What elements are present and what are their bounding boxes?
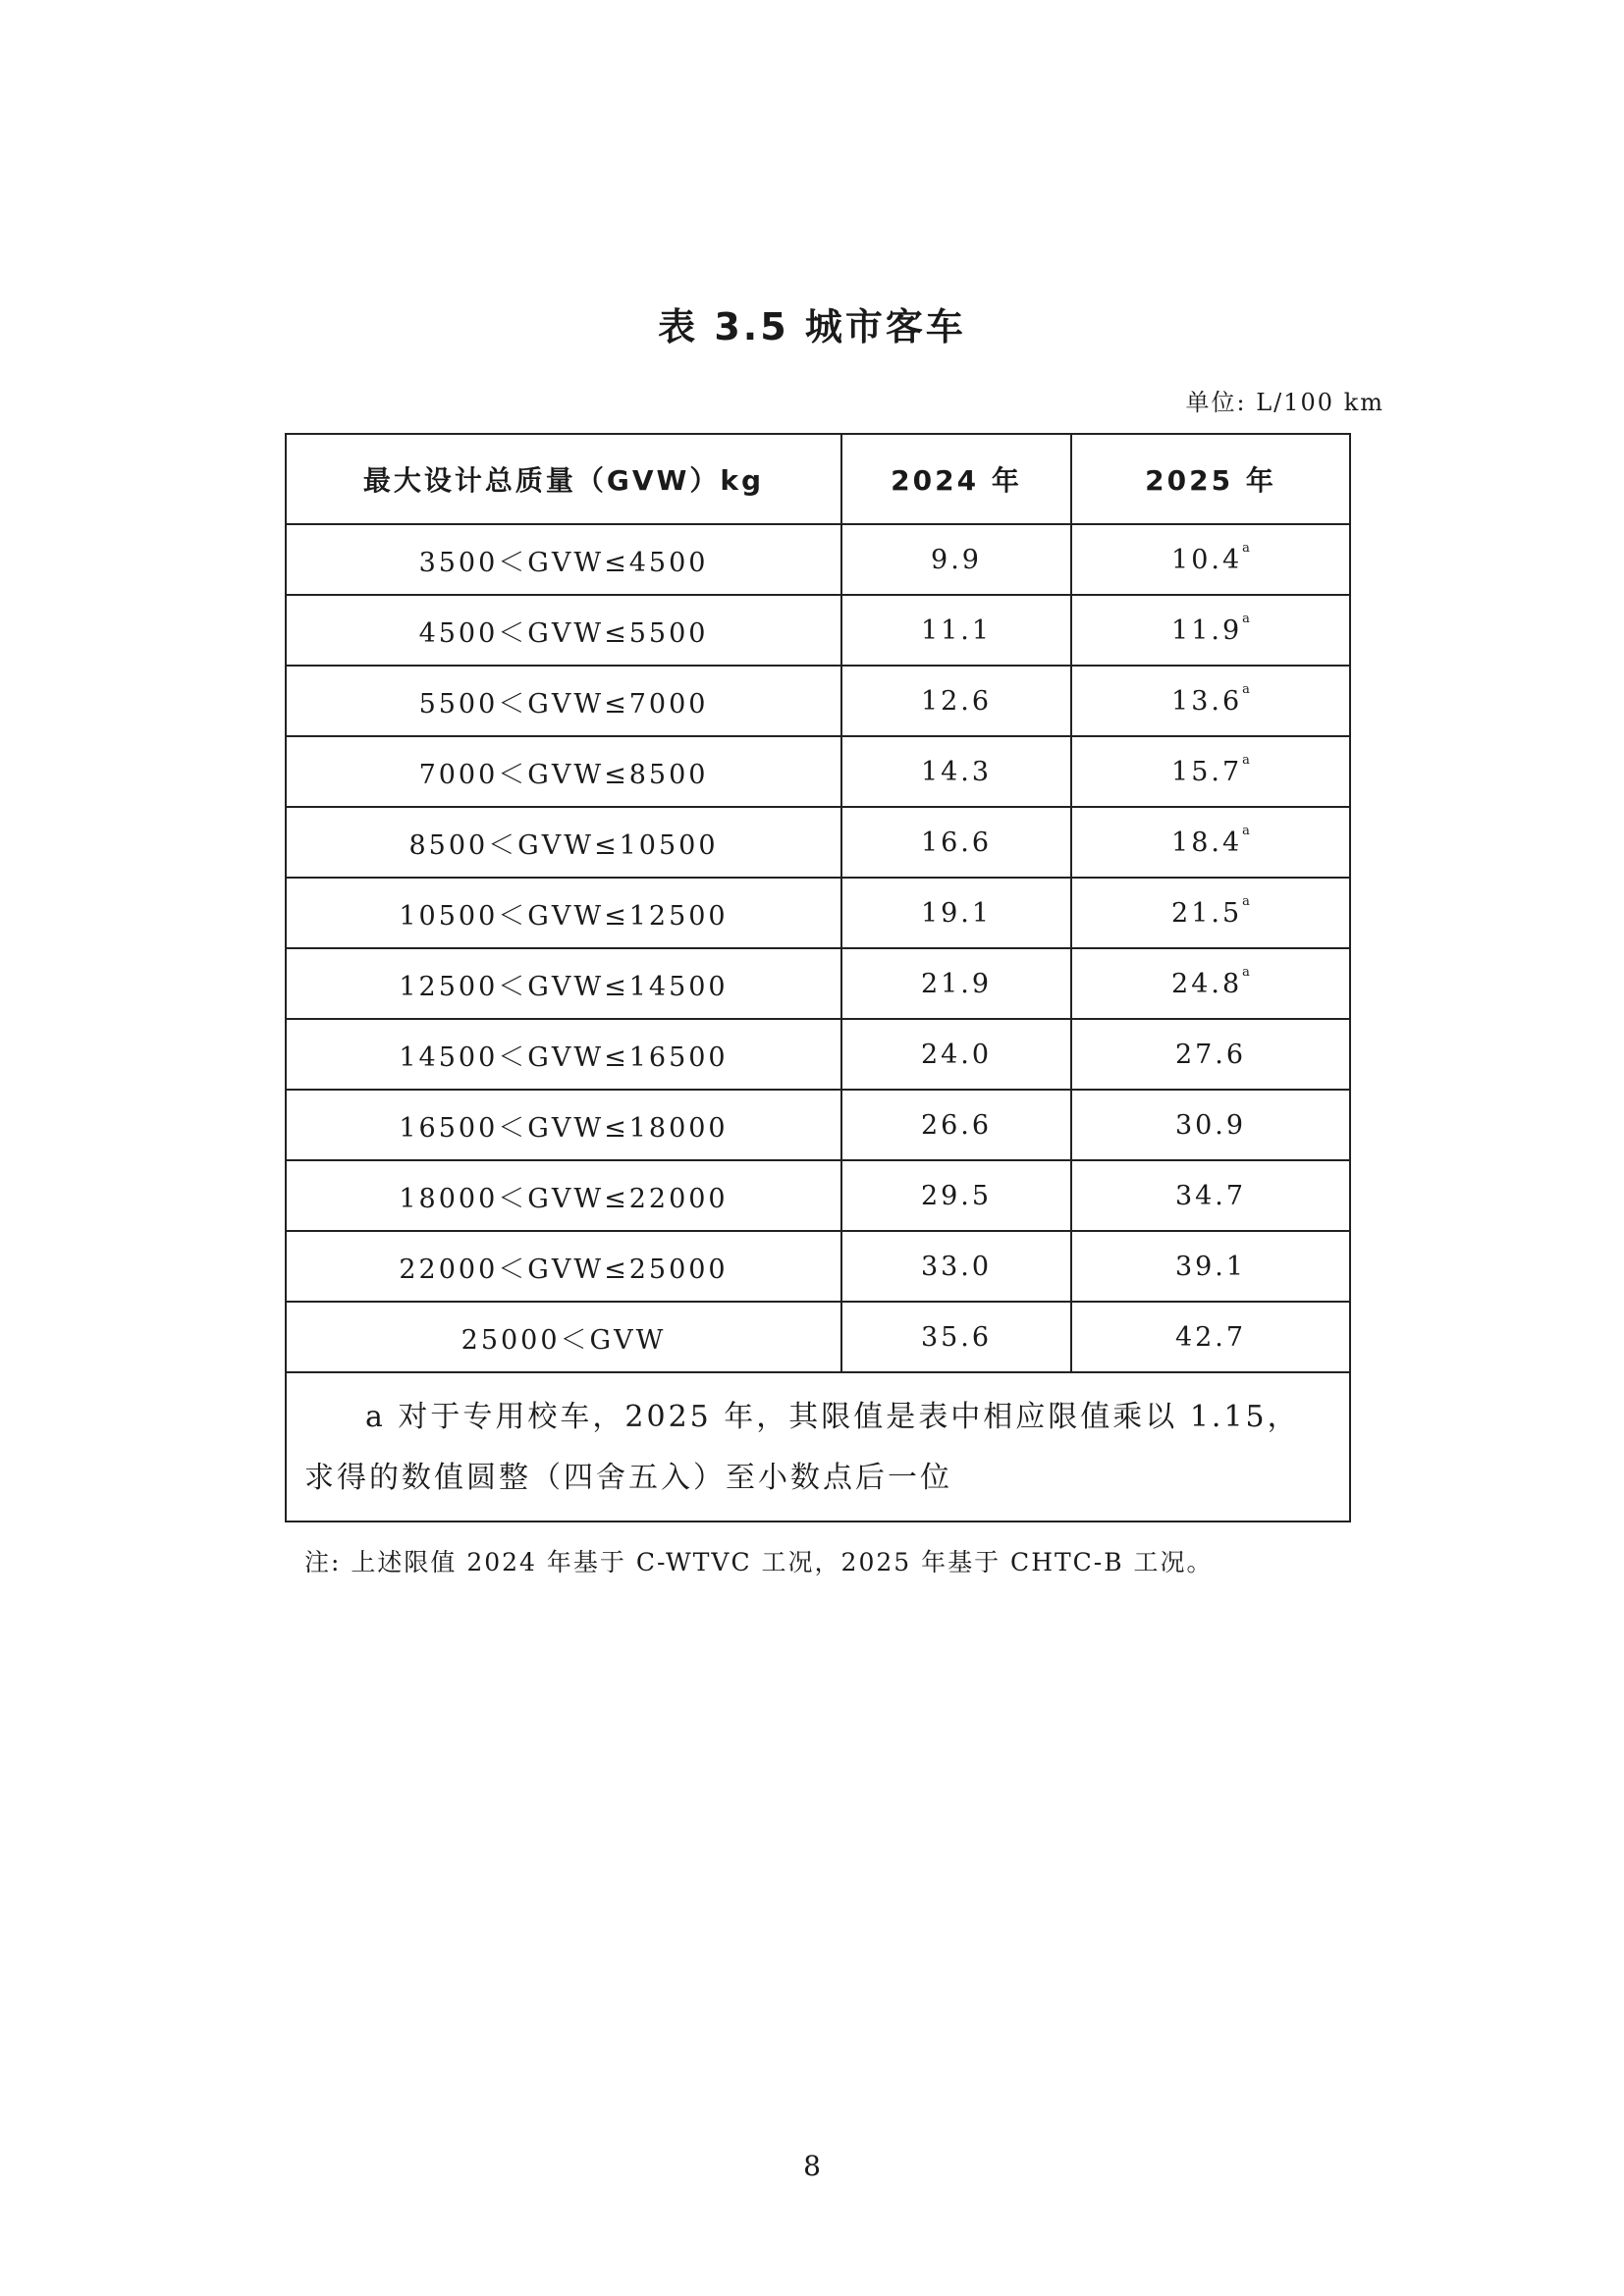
footnote-marker: a xyxy=(1242,893,1250,909)
value-2024-cell: 35.6 xyxy=(841,1302,1071,1372)
value-2024-cell: 14.3 xyxy=(841,736,1071,807)
table-row xyxy=(286,666,1350,736)
value-2025-cell xyxy=(1071,807,1350,878)
value-2025-cell xyxy=(1071,1302,1350,1372)
value-2025-cell xyxy=(1071,666,1350,736)
table-row xyxy=(286,736,1350,807)
footnote-marker: a xyxy=(1242,823,1250,838)
gvw-range-cell: 8500＜GVW≤10500 xyxy=(286,807,841,878)
footnote-row xyxy=(286,1372,1350,1522)
table-header-row xyxy=(286,434,1350,524)
table-row xyxy=(286,524,1350,595)
value-2025-cell xyxy=(1071,1160,1350,1231)
value-2025-cell xyxy=(1071,595,1350,666)
gvw-range-cell: 5500＜GVW≤7000 xyxy=(286,666,841,736)
value-2025-cell xyxy=(1071,1231,1350,1302)
table-row xyxy=(286,1090,1350,1160)
value-2025-text: 27.6 xyxy=(1174,1039,1247,1070)
value-2024-cell: 33.0 xyxy=(841,1231,1071,1302)
value-2024-cell: 12.6 xyxy=(841,666,1071,736)
value-2025-cell xyxy=(1071,524,1350,595)
header-2024: 2024 年 xyxy=(841,434,1071,524)
value-2024-cell: 19.1 xyxy=(841,878,1071,948)
value-2025-text: 30.9 xyxy=(1174,1109,1247,1141)
value-2025-cell xyxy=(1071,736,1350,807)
table-row xyxy=(286,1302,1350,1372)
value-2024-cell: 21.9 xyxy=(841,948,1071,1019)
header-2025: 2025 年 xyxy=(1071,434,1350,524)
table-row xyxy=(286,948,1350,1019)
table-row xyxy=(286,1160,1350,1231)
gvw-range-cell: 18000＜GVW≤22000 xyxy=(286,1160,841,1231)
table-row xyxy=(286,1231,1350,1302)
table-note: 注: 上述限值 2024 年基于 C-WTVC 工况，2025 年基于 CHTC-B 工况。 xyxy=(304,1548,1214,1576)
gvw-range-cell: 12500＜GVW≤14500 xyxy=(286,948,841,1019)
footnote-text: a 对于专用校车，2025 年，其限值是表中相应限值乘以 1.15，求得的数值圆整（四舍五入）至小数点后一位 xyxy=(304,1400,1300,1495)
value-2025-cell xyxy=(1071,1090,1350,1160)
value-2024-cell: 26.6 xyxy=(841,1090,1071,1160)
table-row xyxy=(286,807,1350,878)
value-2025-text: 24.8 xyxy=(1171,968,1243,999)
value-2025-text: 18.4 xyxy=(1171,827,1243,858)
value-2025-text: 42.7 xyxy=(1174,1321,1247,1353)
footnote-marker: a xyxy=(1242,681,1250,697)
value-2024-cell: 16.6 xyxy=(841,807,1071,878)
footnote-marker: a xyxy=(1242,964,1250,980)
gvw-range-cell: 7000＜GVW≤8500 xyxy=(286,736,841,807)
table-title: 表 3.5 城市客车 xyxy=(658,305,966,348)
value-2025-text: 34.7 xyxy=(1174,1180,1247,1211)
gvw-range-cell: 16500＜GVW≤18000 xyxy=(286,1090,841,1160)
footnote-cell xyxy=(286,1372,1350,1522)
gvw-range-cell: 4500＜GVW≤5500 xyxy=(286,595,841,666)
footnote-marker: a xyxy=(1242,540,1250,556)
table-row xyxy=(286,595,1350,666)
gvw-range-cell: 14500＜GVW≤16500 xyxy=(286,1019,841,1090)
value-2025-text: 39.1 xyxy=(1174,1251,1247,1282)
value-2024-cell: 24.0 xyxy=(841,1019,1071,1090)
value-2025-text: 11.9 xyxy=(1171,614,1243,646)
value-2024-cell: 9.9 xyxy=(841,524,1071,595)
table-body xyxy=(286,524,1350,1372)
value-2025-text: 15.7 xyxy=(1171,756,1243,787)
gvw-range-cell: 10500＜GVW≤12500 xyxy=(286,878,841,948)
value-2024-cell: 11.1 xyxy=(841,595,1071,666)
table-row xyxy=(286,1019,1350,1090)
fuel-limit-table xyxy=(285,433,1351,1522)
gvw-range-cell: 25000＜GVW xyxy=(286,1302,841,1372)
value-2025-text: 13.6 xyxy=(1171,685,1243,717)
value-2025-cell xyxy=(1071,1019,1350,1090)
gvw-range-cell: 22000＜GVW≤25000 xyxy=(286,1231,841,1302)
unit-label: 单位: L/100 km xyxy=(1185,389,1384,416)
header-gvw: 最大设计总质量（GVW）kg xyxy=(286,434,841,524)
page-number: 8 xyxy=(803,2150,821,2182)
footnote-marker: a xyxy=(1242,752,1250,768)
value-2025-cell xyxy=(1071,948,1350,1019)
value-2025-text: 21.5 xyxy=(1171,897,1243,929)
table-row xyxy=(286,878,1350,948)
value-2025-cell xyxy=(1071,878,1350,948)
value-2025-text: 10.4 xyxy=(1171,544,1243,575)
gvw-range-cell: 3500＜GVW≤4500 xyxy=(286,524,841,595)
value-2024-cell: 29.5 xyxy=(841,1160,1071,1231)
footnote-marker: a xyxy=(1242,611,1250,626)
